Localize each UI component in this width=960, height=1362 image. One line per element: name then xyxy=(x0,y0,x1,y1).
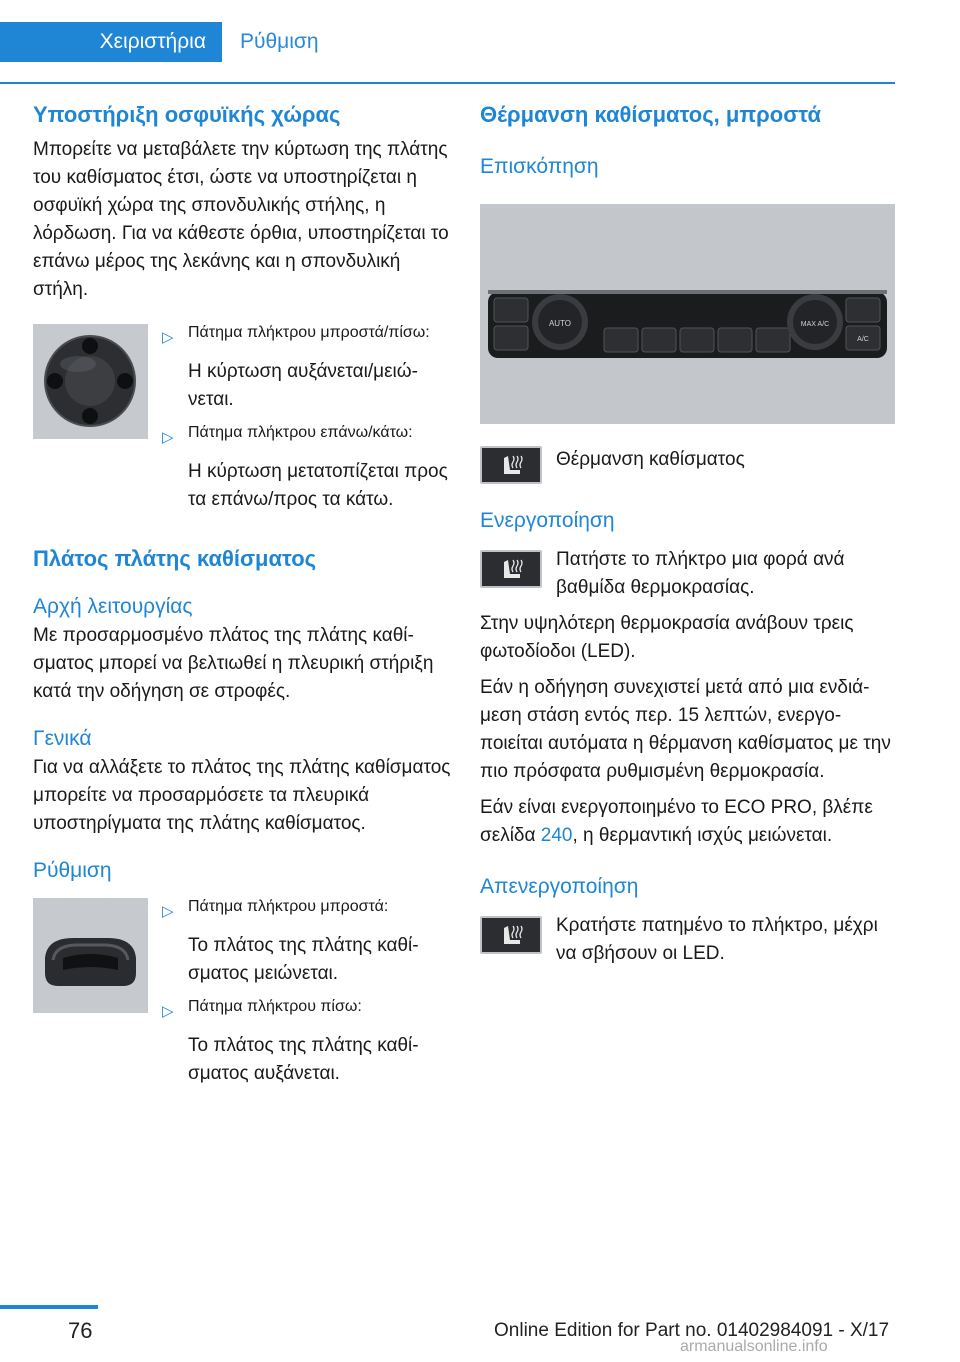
activation-text: Πατήστε το πλήκτρο μια φορά ανά βαθμίδα θερμοκρασίας. xyxy=(556,549,845,598)
triangle-bullet-icon: ▷ xyxy=(162,903,174,920)
footer-rule xyxy=(0,1305,98,1309)
width-item-result: Το πλάτος της πλάτης καθίσματος μειώνεται. xyxy=(188,935,419,984)
header-tab-settings[interactable]: Ρύθμιση xyxy=(222,22,895,62)
lumbar-item: ▷ Πάτημα πλήκτρου μπροστά/πίσω: xyxy=(162,324,451,352)
activation-p3: Εάν είναι ενεργοποιημένο το ECO PRO, βλέπε σελίδα 240, η θερμαντική ισχύς μειώνεται. xyxy=(480,797,873,846)
activation-p1: Στην υψηλότερη θερμοκρασία ανάβουν τρεις φωτοδίοδοι (LED). xyxy=(480,613,854,662)
seat-heating-title: Θέρμανση καθίσματος, μπροστά xyxy=(480,102,822,127)
right-column xyxy=(480,100,895,968)
lumbar-item-result: Η κύρτωση μετατοπίζεται προς τα επάνω/προς τα κάτω. xyxy=(188,461,448,510)
width-item: ▷ Πάτημα πλήκτρου πίσω: xyxy=(162,998,451,1026)
left-column xyxy=(33,100,451,1098)
principle-body: Με προσαρμοσμένο πλάτος της πλάτης καθίσματος μπορεί να βελτιωθεί η πλευρική στήριξη κατά την οδήγηση σε στροφές. xyxy=(33,625,434,702)
page-number: 76 xyxy=(68,1318,93,1343)
seat-heating-icon xyxy=(480,446,542,484)
panel-auto-label: AUTO xyxy=(548,319,572,328)
panel-max-label: MAX A/C xyxy=(800,321,830,328)
overview-title: Επισκόπηση xyxy=(480,155,599,178)
triangle-bullet-icon: ▷ xyxy=(162,329,174,346)
edition-note: Online Edition for Part no. 01402984091 - X/17 xyxy=(494,1320,890,1341)
seat-heating-caption-row xyxy=(480,442,895,484)
seat-heating-caption: Θέρμανση καθίσματος xyxy=(556,449,745,470)
page-header xyxy=(0,22,895,62)
general-body: Για να αλλάξετε το πλάτος της πλάτης καθίσματος μπορείτε να προσαρμόσετε τα πλευρικά υποστηρίγματα της πλάτης καθίσματος. xyxy=(33,757,451,834)
lumbar-title: Υποστήριξη οσφυϊκής χώρας xyxy=(33,102,341,127)
seat-heating-icon xyxy=(480,916,542,954)
activation-row xyxy=(480,546,895,602)
triangle-bullet-icon: ▷ xyxy=(162,1003,174,1020)
width-block xyxy=(33,898,451,1098)
setting-title: Ρύθμιση xyxy=(33,859,112,882)
principle-title: Αρχή λειτουργίας xyxy=(33,595,193,618)
width-title: Πλάτος πλάτης καθίσματος xyxy=(33,546,317,571)
width-item-result: Το πλάτος της πλάτης καθίσματος αυξάνεται. xyxy=(188,1035,419,1084)
watermark: armanualsonline.info xyxy=(680,1338,828,1355)
lumbar-item: ▷ Πάτημα πλήκτρου επάνω/κάτω: xyxy=(162,424,451,452)
deactivation-text: Κρατήστε πατημένο το πλήκτρο, μέχρι να σβήσουν οι LED. xyxy=(556,915,878,964)
triangle-bullet-icon: ▷ xyxy=(162,429,174,446)
activation-p2: Εάν η οδήγηση συνεχιστεί μετά από μια ενδιάμεση στάση εντός περ. 15 λεπτών, ενεργοποιείται αυτόματα η θέρμανση καθίσματος με την πιο πρόσφατα ρυθμισμένη θερμοκρασία. xyxy=(480,677,891,782)
lumbar-block xyxy=(33,324,451,524)
deactivation-title: Απενεργοποίηση xyxy=(480,875,639,898)
header-tab-controls[interactable]: Χειριστήρια xyxy=(0,22,222,62)
climate-panel-image xyxy=(480,204,895,424)
lumbar-item-result: Η κύρτωση αυξάνεται/μειώνεται. xyxy=(188,361,418,410)
lumbar-body: Μπορείτε να μεταβάλετε την κύρτωση της πλάτης του καθίσματος έτσι, ώστε να υποστηρίζεται η οσφυϊκή χώρα της σπονδυλικής στήλης, η λόρδωση. Για να κάθεστε όρθια, υποστηρίζεται το επάνω μέρος της λεκάνης και η σπονδυλική στήλη. xyxy=(33,139,449,300)
page-link[interactable]: 240 xyxy=(540,825,573,846)
width-switch-image xyxy=(33,898,148,1013)
deactivation-row xyxy=(480,912,895,968)
panel-ac-label: A/C xyxy=(857,336,869,343)
header-rule xyxy=(0,82,895,84)
activation-title: Ενεργοποίηση xyxy=(480,509,615,532)
seat-heating-icon xyxy=(480,550,542,588)
general-title: Γενικά xyxy=(33,727,92,750)
lumbar-switch-image xyxy=(33,324,148,439)
width-item: ▷ Πάτημα πλήκτρου μπροστά: xyxy=(162,898,451,926)
